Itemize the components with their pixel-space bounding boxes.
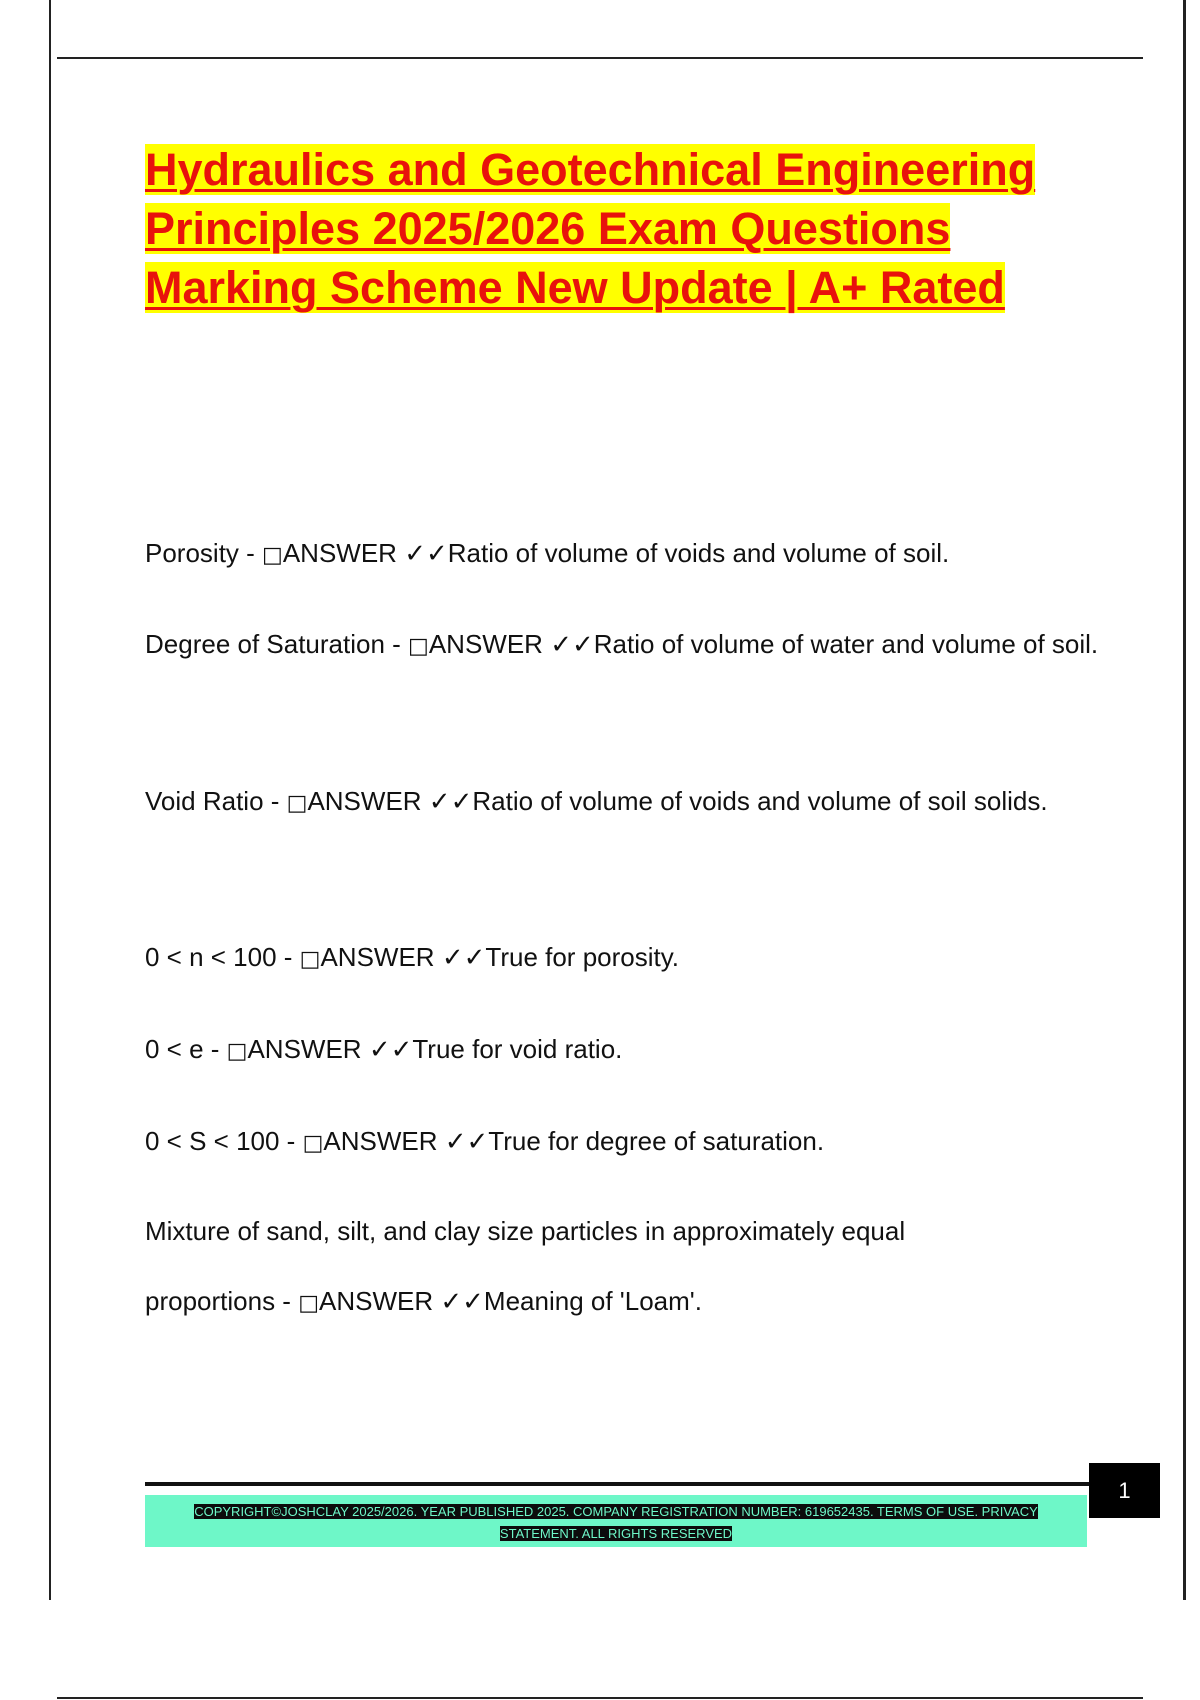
double-check-icon: ✓✓ bbox=[441, 943, 486, 973]
qa-item-void-ratio-range bbox=[145, 1014, 1105, 1087]
answer-text: Ratio of volume of water and volume of soil. bbox=[593, 629, 1099, 659]
answer-marker-icon: □ bbox=[302, 1131, 324, 1156]
question-text: Degree of Saturation - bbox=[145, 629, 409, 659]
footer-copyright bbox=[176, 1501, 1056, 1545]
document-title-text: Hydraulics and Geotechnical Engineering Principles 2025/2026 Exam Questions Marking Scheme New Update | A+ Rated bbox=[145, 144, 1036, 313]
answer-label: ANSWER bbox=[307, 786, 422, 816]
qa-item-porosity-range bbox=[145, 922, 1105, 995]
answer-label: ANSWER bbox=[320, 942, 435, 972]
question-text: 0 < e - bbox=[145, 1034, 227, 1064]
page-border-right bbox=[1183, 0, 1186, 1600]
question-text: 0 < S < 100 - bbox=[145, 1126, 303, 1156]
double-check-icon: ✓✓ bbox=[440, 1287, 484, 1317]
question-text: Mixture of sand, silt, and clay size particles in approximately equal proportions - bbox=[145, 1216, 906, 1316]
answer-marker-icon: □ bbox=[299, 947, 321, 972]
double-check-icon: ✓✓ bbox=[550, 630, 594, 660]
answer-label: ANSWER bbox=[318, 1286, 434, 1316]
qa-item-void-ratio bbox=[145, 766, 1105, 839]
question-text: Porosity - bbox=[145, 538, 263, 568]
double-check-icon: ✓✓ bbox=[368, 1035, 413, 1065]
qa-item-degree-of-saturation bbox=[145, 609, 1105, 682]
double-check-icon: ✓✓ bbox=[404, 539, 448, 569]
answer-marker-icon: □ bbox=[286, 791, 308, 816]
answer-label: ANSWER bbox=[247, 1034, 362, 1064]
footer-copyright-text: COPYRIGHT©JOSHCLAY 2025/2026. YEAR PUBLISHED 2025. COMPANY REGISTRATION NUMBER: 619652435. TERMS OF USE. PRIVACY STATEMENT. ALL RIGHTS RESERVED bbox=[194, 1504, 1038, 1541]
answer-text: True for degree of saturation. bbox=[488, 1126, 825, 1156]
question-text: 0 < n < 100 - bbox=[145, 942, 300, 972]
answer-text: Meaning of 'Loam'. bbox=[483, 1286, 702, 1316]
page-border-left bbox=[49, 0, 51, 1600]
answer-text: True for void ratio. bbox=[412, 1034, 623, 1064]
question-text: Void Ratio - bbox=[145, 786, 287, 816]
qa-item-loam bbox=[145, 1196, 1025, 1339]
next-page-rule bbox=[57, 1697, 1143, 1699]
answer-marker-icon: □ bbox=[226, 1039, 248, 1064]
answer-marker-icon: □ bbox=[298, 1291, 319, 1316]
answer-label: ANSWER bbox=[323, 1126, 438, 1156]
qa-item-porosity bbox=[145, 518, 1105, 591]
answer-text: Ratio of volume of voids and volume of soil. bbox=[447, 538, 950, 568]
header-rule bbox=[57, 57, 1143, 59]
double-check-icon: ✓✓ bbox=[444, 1127, 489, 1157]
footer-copyright-band bbox=[145, 1495, 1087, 1547]
document-title bbox=[145, 140, 1105, 317]
qa-item-saturation-range bbox=[145, 1106, 1105, 1179]
answer-marker-icon: □ bbox=[408, 634, 429, 659]
answer-text: Ratio of volume of voids and volume of soil solids. bbox=[472, 786, 1048, 816]
footer-rule bbox=[145, 1482, 1089, 1486]
answer-label: ANSWER bbox=[428, 629, 543, 659]
answer-text: True for porosity. bbox=[485, 942, 680, 972]
answer-label: ANSWER bbox=[282, 538, 397, 568]
answer-marker-icon: □ bbox=[262, 543, 283, 568]
double-check-icon: ✓✓ bbox=[428, 787, 473, 817]
page-number: 1 bbox=[1089, 1463, 1160, 1518]
